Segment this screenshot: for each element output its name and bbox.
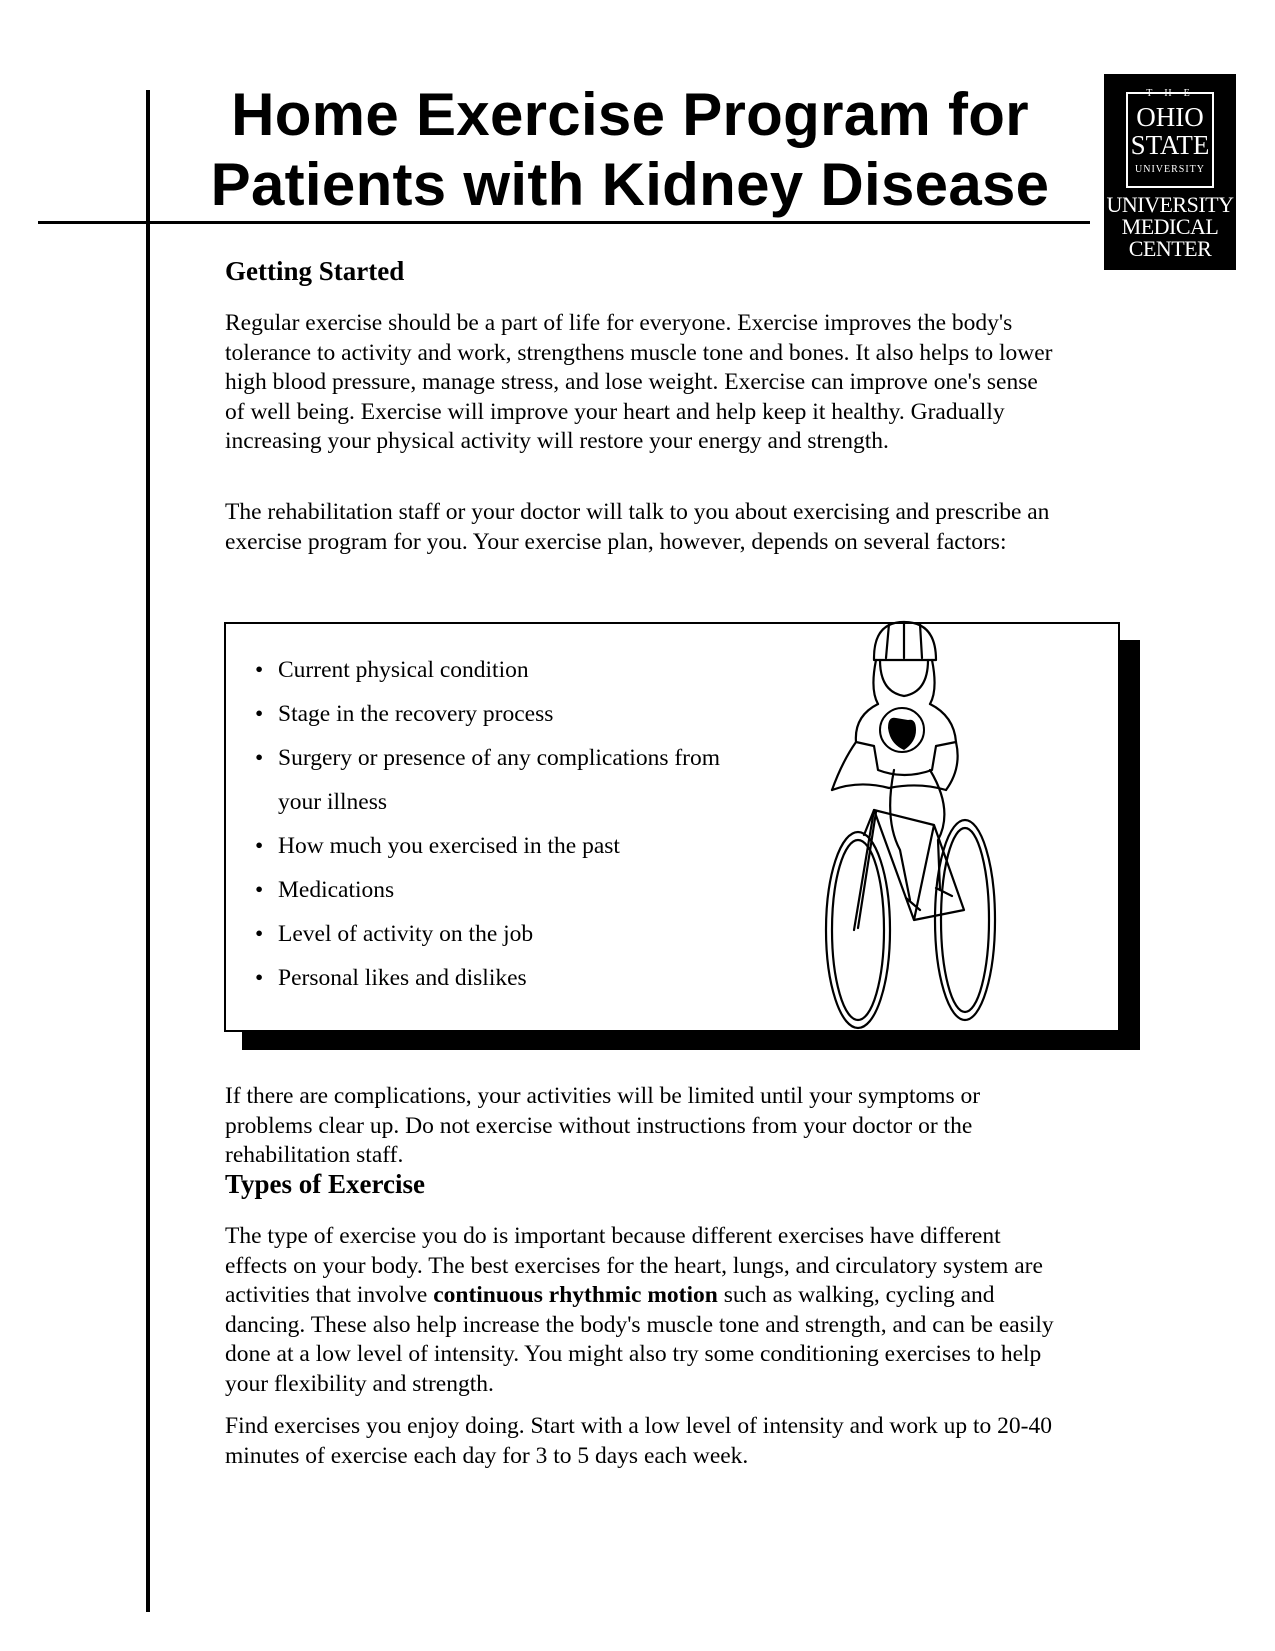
logo-ohio: OHIO xyxy=(1136,102,1204,132)
list-item-text: How much you exercised in the past xyxy=(278,833,620,859)
page-title xyxy=(190,80,1070,220)
bullet-icon: • xyxy=(255,701,264,727)
types-paragraph-2: Find exercises you enjoy doing. Start with a low level of intensity and work up to 20-40 minutes of exercise each day for 3 to 5 days each week. xyxy=(225,1413,1052,1469)
types-paragraph-1-text-b: such as walking, cycling and dancing. These also help increase the body's muscle tone and strength, and can be easily done at a low level of intensity. You might also try some conditioning exercises to help your flexibility and strength. xyxy=(225,1282,1054,1397)
complications-paragraph: If there are complications, your activities will be limited until your symptoms or problems clear up. Do not exercise without instructions from your doctor or the rehabilitation staff. xyxy=(225,1083,981,1168)
list-item-text-continued: your illness xyxy=(278,789,388,815)
list-item-text: Surgery or presence of any complications from xyxy=(278,745,721,771)
title-line-2: Patients with Kidney Disease xyxy=(210,151,1050,218)
list-item xyxy=(240,912,720,956)
heading-types-of-exercise: Types of Exercise xyxy=(225,1169,425,1199)
list-item xyxy=(240,648,720,692)
margin-rule-vertical xyxy=(146,90,150,1612)
cyclist-illustration xyxy=(814,620,1014,1032)
logo-umc-line-1: UNIVERSITY xyxy=(1106,192,1234,217)
list-item-text: Current physical condition xyxy=(278,657,529,683)
logo-state: STATE xyxy=(1130,130,1210,160)
osu-medical-center-logo xyxy=(1104,74,1236,270)
list-item-text: Medications xyxy=(278,877,395,903)
logo-umc xyxy=(1104,194,1236,260)
list-item-text: Personal likes and dislikes xyxy=(278,965,527,991)
factors-box xyxy=(224,622,1120,1032)
heading-getting-started: Getting Started xyxy=(225,256,405,286)
list-item xyxy=(240,824,720,868)
list-item xyxy=(240,692,720,736)
logo-the: THE xyxy=(1146,88,1202,99)
bullet-icon: • xyxy=(255,833,264,859)
types-paragraph-1-text-a: The type of exercise you do is important because different exercises have different effects on your body. The best exercises for the heart, lungs, and circulatory system are activities that involve xyxy=(225,1223,1043,1308)
getting-started-paragraph-2: The rehabilitation staff or your doctor will talk to you about exercising and prescribe an exercise program for you. Your exercise plan, however, depends on several factors: xyxy=(225,499,1050,555)
logo-umc-line-2: MEDICAL xyxy=(1121,214,1219,239)
bullet-icon: • xyxy=(255,877,264,903)
bullet-icon: • xyxy=(255,657,264,683)
bullet-icon: • xyxy=(255,921,264,947)
logo-umc-line-3: CENTER xyxy=(1128,236,1212,261)
list-item-text: Stage in the recovery process xyxy=(278,701,554,727)
list-item xyxy=(240,736,720,824)
types-paragraph-1-bold: continuous rhythmic motion xyxy=(433,1282,718,1308)
factors-list xyxy=(240,648,720,1000)
bullet-icon: • xyxy=(255,745,264,771)
list-item-text: Level of activity on the job xyxy=(278,921,534,947)
title-line-1: Home Exercise Program for xyxy=(231,81,1029,148)
header-rule-horizontal xyxy=(38,221,1090,224)
getting-started-paragraph-1: Regular exercise should be a part of life for everyone. Exercise improves the body's tolerance to activity and work, strengthens muscle tone and bones. It also helps to lower high blood pressure, manage stress, and lose weight. Exercise can improve one's sense of well being. Exercise will improve your heart and help keep it healthy. Gradually increasing your physical activity will restore your energy and strength. xyxy=(225,310,1053,454)
types-paragraph-1 xyxy=(225,1222,1055,1399)
list-item xyxy=(240,956,720,1000)
logo-university: UNIVERSITY xyxy=(1135,164,1205,175)
list-item xyxy=(240,868,720,912)
bullet-icon: • xyxy=(255,965,264,991)
